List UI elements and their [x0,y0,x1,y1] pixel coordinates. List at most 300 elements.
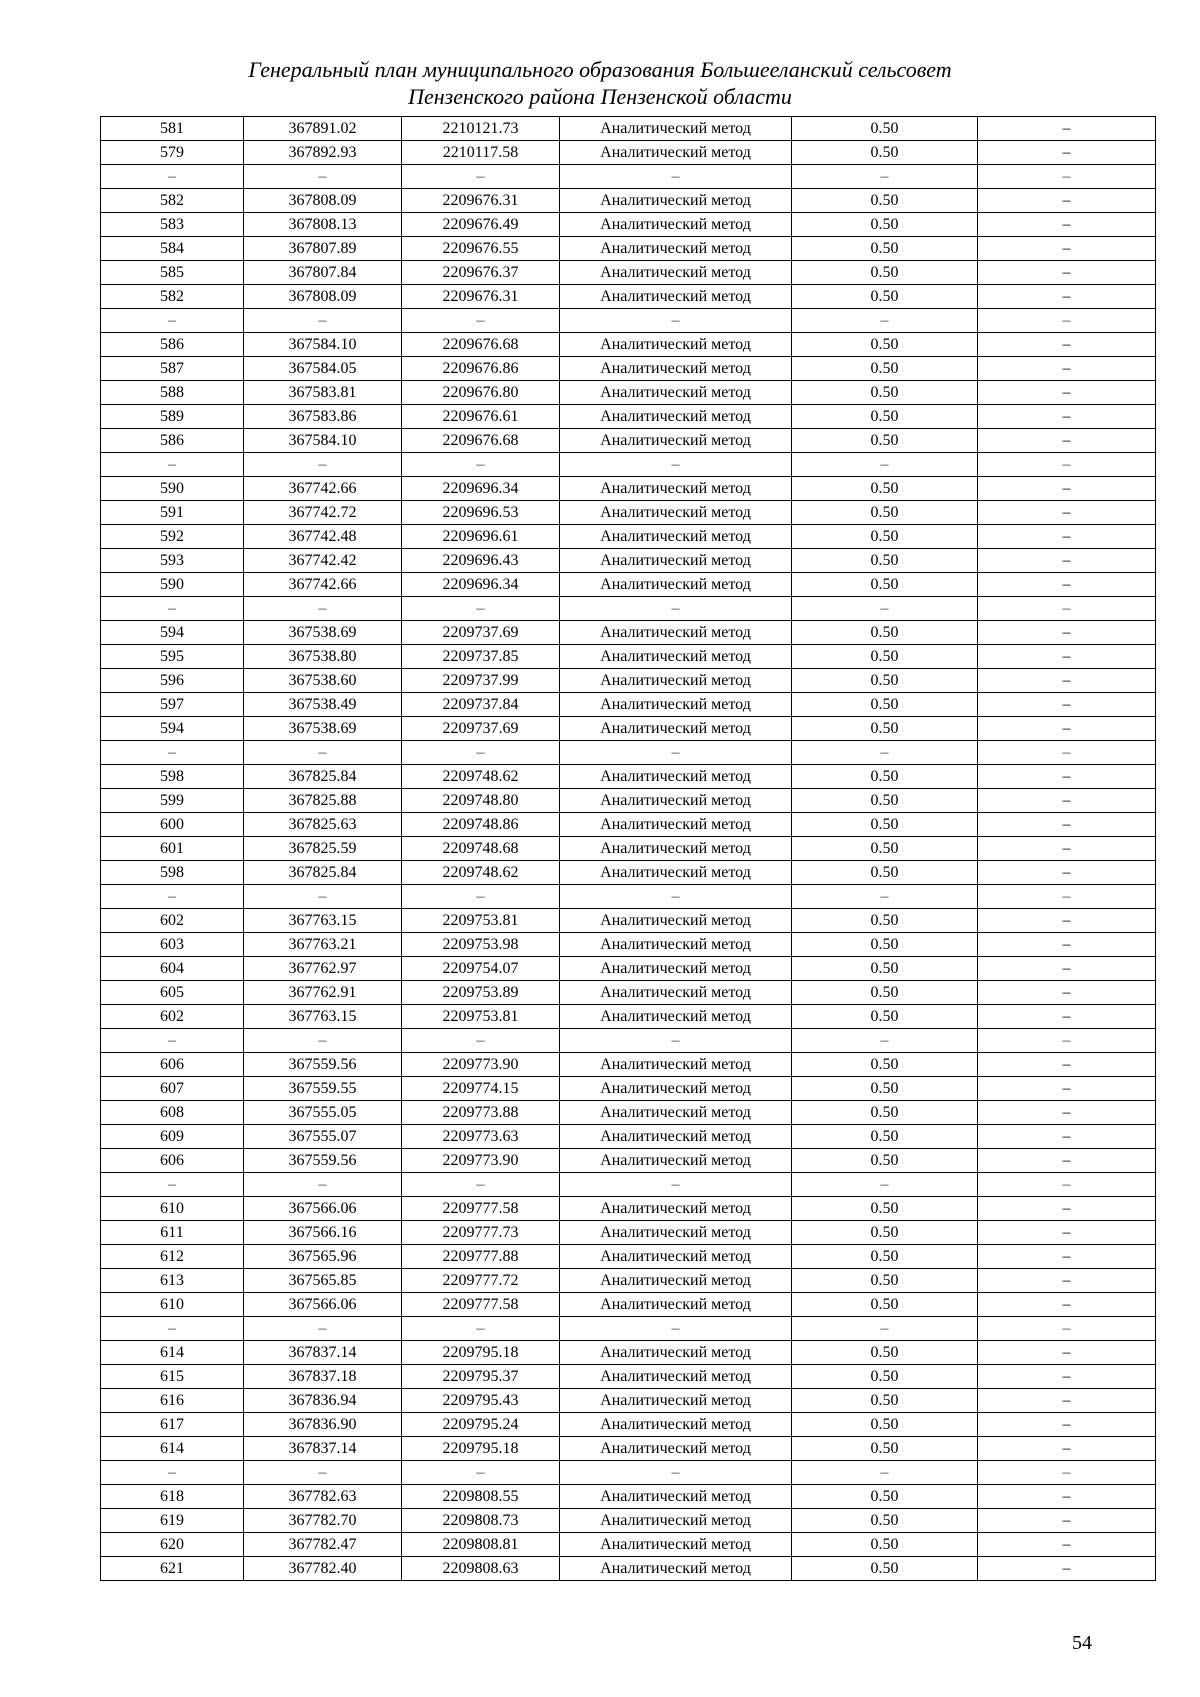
description-cell: – [978,837,1156,861]
method-cell: Аналитический метод [560,1485,792,1509]
x-coordinate-cell: 367742.66 [244,573,402,597]
point-number-cell: 601 [101,837,244,861]
table-row [101,1341,1156,1365]
y-coordinate-cell: – [402,885,560,909]
y-coordinate-cell: 2209773.90 [402,1149,560,1173]
point-number-cell: 616 [101,1389,244,1413]
x-coordinate-cell: 367763.15 [244,909,402,933]
point-number-cell: – [101,1173,244,1197]
x-coordinate-cell: 367583.81 [244,381,402,405]
x-coordinate-cell: 367782.47 [244,1533,402,1557]
x-coordinate-cell: 367808.09 [244,285,402,309]
description-cell: – [978,1221,1156,1245]
y-coordinate-cell: 2209737.85 [402,645,560,669]
y-coordinate-cell: 2209774.15 [402,1077,560,1101]
method-cell: – [560,1461,792,1485]
y-coordinate-cell: 2209676.31 [402,189,560,213]
accuracy-cell: 0.50 [792,285,978,309]
y-coordinate-cell: 2209748.68 [402,837,560,861]
accuracy-cell: 0.50 [792,1485,978,1509]
x-coordinate-cell: 367538.69 [244,621,402,645]
x-coordinate-cell: 367782.70 [244,1509,402,1533]
y-coordinate-cell: 2209696.61 [402,525,560,549]
table-row [101,1437,1156,1461]
accuracy-cell: 0.50 [792,261,978,285]
accuracy-cell: 0.50 [792,1437,978,1461]
x-coordinate-cell: 367584.05 [244,357,402,381]
method-cell: Аналитический метод [560,621,792,645]
accuracy-cell: 0.50 [792,669,978,693]
method-cell: – [560,597,792,621]
y-coordinate-cell: 2209676.55 [402,237,560,261]
point-number-cell: 607 [101,1077,244,1101]
method-cell: Аналитический метод [560,477,792,501]
point-number-cell: 586 [101,333,244,357]
table-row [101,1245,1156,1269]
method-cell: Аналитический метод [560,525,792,549]
x-coordinate-cell: 367808.09 [244,189,402,213]
table-row [101,837,1156,861]
description-cell: – [978,1269,1156,1293]
accuracy-cell: 0.50 [792,765,978,789]
x-coordinate-cell: 367763.21 [244,933,402,957]
accuracy-cell: 0.50 [792,933,978,957]
method-cell: Аналитический метод [560,117,792,141]
x-coordinate-cell: 367837.18 [244,1365,402,1389]
accuracy-cell: 0.50 [792,525,978,549]
point-number-cell: – [101,741,244,765]
x-coordinate-cell: 367566.16 [244,1221,402,1245]
description-cell: – [978,117,1156,141]
y-coordinate-cell: 2209696.34 [402,477,560,501]
point-number-cell: 609 [101,1125,244,1149]
x-coordinate-cell: 367825.84 [244,765,402,789]
description-cell: – [978,717,1156,741]
y-coordinate-cell: 2210121.73 [402,117,560,141]
table-row [101,1485,1156,1509]
description-cell: – [978,189,1156,213]
accuracy-cell: 0.50 [792,981,978,1005]
y-coordinate-cell: – [402,309,560,333]
y-coordinate-cell: 2209753.81 [402,1005,560,1029]
accuracy-cell: 0.50 [792,1341,978,1365]
description-cell: – [978,237,1156,261]
accuracy-cell: 0.50 [792,1149,978,1173]
method-cell: – [560,1317,792,1341]
separator-row [101,1461,1156,1485]
table-row [101,645,1156,669]
method-cell: Аналитический метод [560,861,792,885]
description-cell: – [978,285,1156,309]
accuracy-cell: 0.50 [792,189,978,213]
x-coordinate-cell: 367559.55 [244,1077,402,1101]
accuracy-cell: – [792,741,978,765]
method-cell: Аналитический метод [560,909,792,933]
method-cell: Аналитический метод [560,765,792,789]
y-coordinate-cell: 2209795.18 [402,1437,560,1461]
method-cell: Аналитический метод [560,693,792,717]
table-row [101,1365,1156,1389]
x-coordinate-cell: 367584.10 [244,333,402,357]
separator-row [101,309,1156,333]
point-number-cell: 598 [101,765,244,789]
x-coordinate-cell: 367763.15 [244,1005,402,1029]
point-number-cell: 584 [101,237,244,261]
table-row [101,117,1156,141]
table-row [101,1557,1156,1581]
method-cell: – [560,1173,792,1197]
table-row [101,1149,1156,1173]
description-cell: – [978,1125,1156,1149]
table-row [101,1221,1156,1245]
method-cell: Аналитический метод [560,1365,792,1389]
description-cell: – [978,1413,1156,1437]
x-coordinate-cell: – [244,885,402,909]
description-cell: – [978,1317,1156,1341]
point-number-cell: 620 [101,1533,244,1557]
description-cell: – [978,1293,1156,1317]
point-number-cell: 585 [101,261,244,285]
y-coordinate-cell: 2209676.80 [402,381,560,405]
point-number-cell: 611 [101,1221,244,1245]
table-row [101,1293,1156,1317]
x-coordinate-cell: 367565.85 [244,1269,402,1293]
method-cell: Аналитический метод [560,933,792,957]
method-cell: – [560,165,792,189]
point-number-cell: 590 [101,573,244,597]
point-number-cell: – [101,309,244,333]
point-number-cell: – [101,1461,244,1485]
x-coordinate-cell: – [244,165,402,189]
header-title-line-1: Генеральный план муниципального образования Большееланский сельсовет [248,57,952,82]
description-cell: – [978,477,1156,501]
description-cell: – [978,381,1156,405]
page-number: 54 [1072,1632,1092,1654]
accuracy-cell: 0.50 [792,1269,978,1293]
x-coordinate-cell: 367807.84 [244,261,402,285]
point-number-cell: – [101,453,244,477]
point-number-cell: 590 [101,477,244,501]
point-number-cell: 602 [101,909,244,933]
accuracy-cell: 0.50 [792,645,978,669]
description-cell: – [978,1245,1156,1269]
description-cell: – [978,789,1156,813]
point-number-cell: 581 [101,117,244,141]
y-coordinate-cell: 2209696.34 [402,573,560,597]
y-coordinate-cell: 2209808.73 [402,1509,560,1533]
method-cell: Аналитический метод [560,189,792,213]
y-coordinate-cell: – [402,1029,560,1053]
y-coordinate-cell: 2209676.68 [402,333,560,357]
accuracy-cell: 0.50 [792,789,978,813]
description-cell: – [978,261,1156,285]
accuracy-cell: 0.50 [792,357,978,381]
y-coordinate-cell: – [402,453,560,477]
description-cell: – [978,1197,1156,1221]
description-cell: – [978,525,1156,549]
table-row [101,285,1156,309]
accuracy-cell: 0.50 [792,1413,978,1437]
method-cell: Аналитический метод [560,1101,792,1125]
x-coordinate-cell: 367584.10 [244,429,402,453]
description-cell: – [978,165,1156,189]
description-cell: – [978,1389,1156,1413]
method-cell: Аналитический метод [560,549,792,573]
accuracy-cell: 0.50 [792,1101,978,1125]
y-coordinate-cell: 2209808.55 [402,1485,560,1509]
accuracy-cell: 0.50 [792,573,978,597]
accuracy-cell: 0.50 [792,213,978,237]
method-cell: Аналитический метод [560,381,792,405]
description-cell: – [978,1437,1156,1461]
y-coordinate-cell: 2209676.49 [402,213,560,237]
description-cell: – [978,549,1156,573]
accuracy-cell: 0.50 [792,237,978,261]
method-cell: Аналитический метод [560,141,792,165]
accuracy-cell: 0.50 [792,1293,978,1317]
point-number-cell: 603 [101,933,244,957]
description-cell: – [978,405,1156,429]
description-cell: – [978,957,1156,981]
accuracy-cell: 0.50 [792,1077,978,1101]
accuracy-cell: 0.50 [792,333,978,357]
method-cell: – [560,885,792,909]
accuracy-cell: – [792,1461,978,1485]
accuracy-cell: 0.50 [792,717,978,741]
table-row [101,909,1156,933]
description-cell: – [978,1101,1156,1125]
table-row [101,789,1156,813]
y-coordinate-cell: 2209676.68 [402,429,560,453]
y-coordinate-cell: 2209808.81 [402,1533,560,1557]
accuracy-cell: – [792,1029,978,1053]
method-cell: Аналитический метод [560,285,792,309]
point-number-cell: 591 [101,501,244,525]
x-coordinate-cell: 367837.14 [244,1341,402,1365]
y-coordinate-cell: 2209737.84 [402,693,560,717]
table-row [101,1269,1156,1293]
point-number-cell: 599 [101,789,244,813]
point-number-cell: 598 [101,861,244,885]
method-cell: Аналитический метод [560,1509,792,1533]
point-number-cell: 617 [101,1413,244,1437]
method-cell: Аналитический метод [560,957,792,981]
y-coordinate-cell: – [402,597,560,621]
point-number-cell: – [101,165,244,189]
method-cell: Аналитический метод [560,1197,792,1221]
accuracy-cell: 0.50 [792,501,978,525]
y-coordinate-cell: 2209773.90 [402,1053,560,1077]
separator-row [101,885,1156,909]
x-coordinate-cell: 367892.93 [244,141,402,165]
separator-row [101,597,1156,621]
point-number-cell: 582 [101,285,244,309]
x-coordinate-cell: – [244,309,402,333]
table-row [101,717,1156,741]
description-cell: – [978,141,1156,165]
description-cell: – [978,1077,1156,1101]
method-cell: – [560,309,792,333]
table-row [101,1125,1156,1149]
x-coordinate-cell: 367565.96 [244,1245,402,1269]
x-coordinate-cell: – [244,1173,402,1197]
description-cell: – [978,933,1156,957]
table-row [101,981,1156,1005]
description-cell: – [978,453,1156,477]
description-cell: – [978,1461,1156,1485]
y-coordinate-cell: 2209773.88 [402,1101,560,1125]
point-number-cell: 586 [101,429,244,453]
point-number-cell: 606 [101,1149,244,1173]
description-cell: – [978,741,1156,765]
point-number-cell: 614 [101,1437,244,1461]
accuracy-cell: 0.50 [792,549,978,573]
accuracy-cell: 0.50 [792,405,978,429]
table-row [101,1101,1156,1125]
method-cell: Аналитический метод [560,1533,792,1557]
table-row [101,333,1156,357]
description-cell: – [978,1533,1156,1557]
method-cell: Аналитический метод [560,237,792,261]
y-coordinate-cell: – [402,741,560,765]
x-coordinate-cell: 367742.42 [244,549,402,573]
method-cell: Аналитический метод [560,1053,792,1077]
accuracy-cell: 0.50 [792,813,978,837]
description-cell: – [978,669,1156,693]
description-cell: – [978,1053,1156,1077]
point-number-cell: – [101,885,244,909]
x-coordinate-cell: 367555.05 [244,1101,402,1125]
table-row [101,765,1156,789]
x-coordinate-cell: 367762.91 [244,981,402,1005]
description-cell: – [978,573,1156,597]
point-number-cell: – [101,1029,244,1053]
accuracy-cell: 0.50 [792,1221,978,1245]
point-number-cell: 600 [101,813,244,837]
y-coordinate-cell: 2209676.37 [402,261,560,285]
description-cell: – [978,693,1156,717]
x-coordinate-cell: 367837.14 [244,1437,402,1461]
method-cell: Аналитический метод [560,1437,792,1461]
point-number-cell: 602 [101,1005,244,1029]
x-coordinate-cell: – [244,597,402,621]
point-number-cell: 579 [101,141,244,165]
x-coordinate-cell: 367808.13 [244,213,402,237]
description-cell: – [978,1509,1156,1533]
method-cell: – [560,1029,792,1053]
x-coordinate-cell: 367782.40 [244,1557,402,1581]
x-coordinate-cell: – [244,1029,402,1053]
description-cell: – [978,429,1156,453]
point-number-cell: 595 [101,645,244,669]
y-coordinate-cell: 2210117.58 [402,141,560,165]
method-cell: Аналитический метод [560,1413,792,1437]
y-coordinate-cell: 2209748.86 [402,813,560,837]
table-row [101,1389,1156,1413]
method-cell: Аналитический метод [560,1125,792,1149]
y-coordinate-cell: 2209795.37 [402,1365,560,1389]
accuracy-cell: – [792,597,978,621]
accuracy-cell: 0.50 [792,381,978,405]
x-coordinate-cell: 367825.63 [244,813,402,837]
x-coordinate-cell: 367538.80 [244,645,402,669]
separator-row [101,1029,1156,1053]
y-coordinate-cell: 2209795.24 [402,1413,560,1437]
x-coordinate-cell: 367583.86 [244,405,402,429]
method-cell: Аналитический метод [560,261,792,285]
coordinates-table-body [101,117,1156,1581]
description-cell: – [978,1029,1156,1053]
y-coordinate-cell: 2209754.07 [402,957,560,981]
x-coordinate-cell: 367538.69 [244,717,402,741]
accuracy-cell: 0.50 [792,621,978,645]
table-row [101,669,1156,693]
description-cell: – [978,333,1156,357]
y-coordinate-cell: 2209696.53 [402,501,560,525]
method-cell: Аналитический метод [560,333,792,357]
description-cell: – [978,501,1156,525]
table-row [101,1053,1156,1077]
y-coordinate-cell: 2209753.98 [402,933,560,957]
method-cell: Аналитический метод [560,1149,792,1173]
method-cell: Аналитический метод [560,813,792,837]
table-row [101,1533,1156,1557]
point-number-cell: 606 [101,1053,244,1077]
method-cell: – [560,741,792,765]
accuracy-cell: – [792,1317,978,1341]
x-coordinate-cell: – [244,453,402,477]
accuracy-cell: – [792,885,978,909]
accuracy-cell: – [792,165,978,189]
point-number-cell: 608 [101,1101,244,1125]
point-number-cell: 613 [101,1269,244,1293]
method-cell: Аналитический метод [560,789,792,813]
method-cell: Аналитический метод [560,1557,792,1581]
y-coordinate-cell: 2209753.81 [402,909,560,933]
x-coordinate-cell: 367566.06 [244,1197,402,1221]
accuracy-cell: 0.50 [792,1053,978,1077]
separator-row [101,453,1156,477]
y-coordinate-cell: 2209737.69 [402,621,560,645]
table-row [101,1413,1156,1437]
point-number-cell: 597 [101,693,244,717]
accuracy-cell: 0.50 [792,1389,978,1413]
point-number-cell: 594 [101,621,244,645]
y-coordinate-cell: 2209753.89 [402,981,560,1005]
method-cell: Аналитический метод [560,981,792,1005]
separator-row [101,1173,1156,1197]
point-number-cell: 605 [101,981,244,1005]
point-number-cell: – [101,597,244,621]
x-coordinate-cell: 367559.56 [244,1053,402,1077]
table-row [101,549,1156,573]
x-coordinate-cell: 367891.02 [244,117,402,141]
description-cell: – [978,813,1156,837]
point-number-cell: 604 [101,957,244,981]
point-number-cell: 612 [101,1245,244,1269]
x-coordinate-cell: 367825.84 [244,861,402,885]
table-row [101,621,1156,645]
description-cell: – [978,309,1156,333]
method-cell: Аналитический метод [560,405,792,429]
table-row [101,1509,1156,1533]
accuracy-cell: 0.50 [792,141,978,165]
document-header [0,56,1200,110]
description-cell: – [978,1005,1156,1029]
y-coordinate-cell: 2209777.58 [402,1197,560,1221]
description-cell: – [978,1485,1156,1509]
coordinates-table [100,116,1156,1581]
